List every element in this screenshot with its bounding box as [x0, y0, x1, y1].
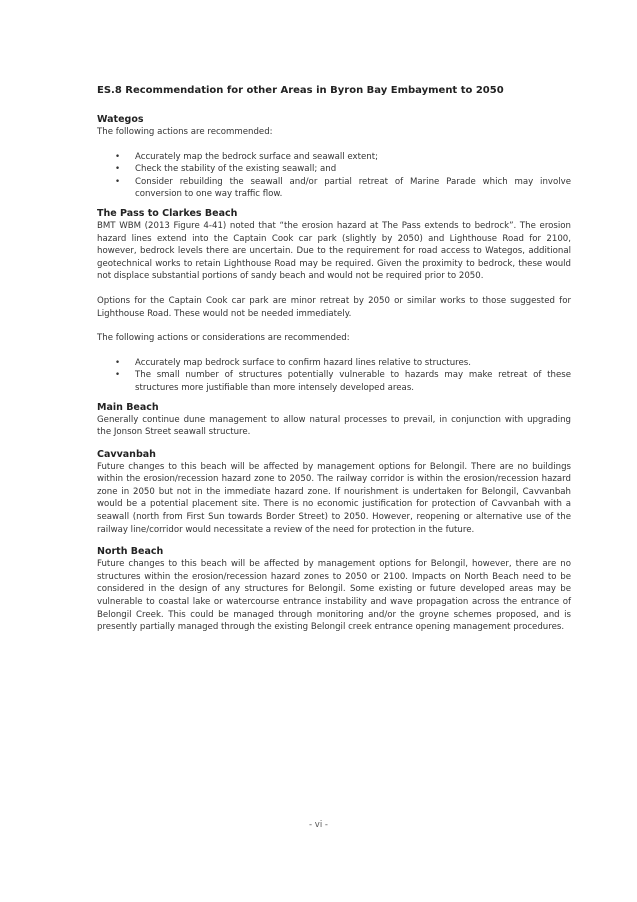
list-item: • Accurately map the bedrock surface and seawall extent; — [115, 151, 378, 162]
list-item: • Accurately map bedrock surface to confirm hazard lines relative to structures. — [115, 357, 472, 368]
section-title: ES.8 Recommendation for other Areas in Byron Bay Embayment to 2050 — [97, 85, 504, 96]
bullet-icon: • — [115, 164, 121, 175]
pass-bullet-list — [97, 357, 571, 395]
pass-paragraph-3: The following actions or considerations are recommended: — [97, 333, 350, 344]
wategos-bullet-list — [97, 151, 571, 201]
bullet-icon: • — [115, 357, 121, 368]
list-item: • The small number of structures potentially vulnerable to hazards may make retreat of these structures more justifiable than more intensely developed areas. — [115, 370, 571, 393]
bullet-icon: • — [115, 151, 121, 162]
heading-main-beach: Main Beach — [97, 401, 159, 413]
page-number: - vi - — [309, 820, 328, 830]
list-item: • Check the stability of the existing seawall; and — [115, 164, 337, 175]
cavvanbah-paragraph: Future changes to this beach will be affected by management options for Belongil. There are no buildings within the erosion/recession hazard zone to 2050. The railway corridor is within the erosion/recession hazard zone in 2050 but not in the immediate hazard zone. If nourishment is undertaken for Belongil, Cavvanbah would be a potential placement site. There is no economic justification for protection of Cavvanbah with a seawall (north from First Sun towards Border Street) to 2050. However, reopening or alternative use of the railway line/corridor would necessitate a review of the need for protection in the future. — [97, 461, 571, 535]
pass-paragraph-2: Options for the Captain Cook car park are minor retreat by 2050 or similar works to those suggested for Lighthouse Road. These would not be needed immediately. — [97, 295, 571, 319]
pass-paragraph-1: BMT WBM (2013 Figure 4-41) noted that “the erosion hazard at The Pass extends to bedrock”. The erosion hazard lines extend into the Captain Cook car park (slightly by 2050) and Lighthouse Road for 2100, however, bedrock levels there are uncertain. Due to the requirement for road access to Wategos, additional geotechnical works to retain Lighthouse Road may be required. Given the proximity to bedrock, these would not displace substantial portions of sandy beach and would not be required prior to 2050. — [97, 220, 571, 282]
heading-the-pass: The Pass to Clarkes Beach — [97, 207, 238, 219]
heading-wategos: Wategos — [97, 114, 144, 125]
bullet-icon: • — [115, 176, 121, 187]
north-beach-paragraph: Future changes to this beach will be affected by management options for Belongil, however, there are no structures within the erosion/recession hazard zones to 2050 or 2100. Impacts on North Beach need to be considered in the design of any structures for Belongil. Some existing or future developed areas may be vulnerable to coastal lake or watercourse entrance instability and wave propagation across the entrance of Belongil Creek. This could be managed through monitoring and/or the groyne schemes proposed, and is presently partially managed through the existing Belongil creek entrance opening management procedures. — [97, 559, 571, 633]
bullet-icon: • — [115, 370, 121, 381]
heading-north-beach: North Beach — [97, 546, 164, 558]
document-page — [97, 84, 571, 634]
main-beach-paragraph: Generally continue dune management to allow natural processes to prevail, in conjunction with upgrading the Jonson Street seawall structure. — [97, 414, 571, 438]
wategos-intro: The following actions are recommended: — [97, 127, 273, 137]
heading-cavvanbah: Cavvanbah — [97, 448, 156, 460]
list-item: • Consider rebuilding the seawall and/or partial retreat of Marine Parade which may involve conversion to one way traffic flow. — [115, 176, 571, 200]
